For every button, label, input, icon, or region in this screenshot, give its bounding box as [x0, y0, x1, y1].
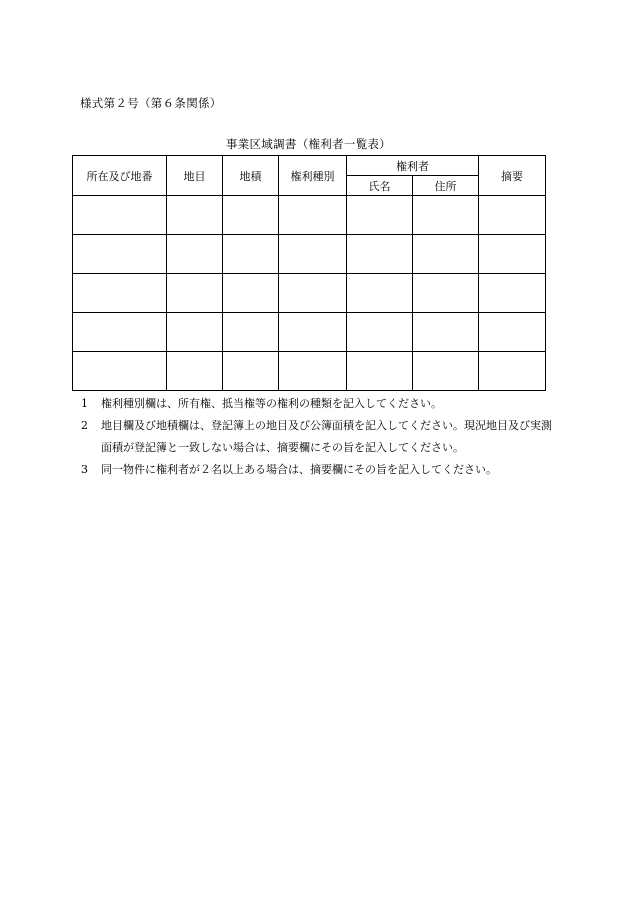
cell-land-area	[223, 274, 279, 313]
note-text: 同一物件に権利者が２名以上ある場合は、摘要欄にその旨を記入してください。	[101, 463, 497, 476]
note-number: 1	[81, 397, 88, 410]
header-land-category: 地目	[167, 156, 223, 196]
header-holder-address: 住所	[413, 176, 479, 196]
cell-land-category	[167, 196, 223, 235]
cell-holder-address	[413, 352, 479, 391]
note-text: 権利種別欄は、所有権、抵当権等の権利の種類を記入してください。	[101, 397, 442, 410]
cell-location	[73, 235, 167, 274]
cell-land-area	[223, 313, 279, 352]
table-body	[73, 196, 546, 391]
header-location: 所在及び地番	[73, 156, 167, 196]
cell-holder-name	[347, 235, 413, 274]
cell-right-type	[279, 196, 347, 235]
cell-remarks	[479, 313, 546, 352]
header-right-type: 権利種別	[279, 156, 347, 196]
cell-remarks	[479, 196, 546, 235]
cell-land-category	[167, 313, 223, 352]
header-remarks: 摘要	[479, 156, 546, 196]
cell-holder-name	[347, 196, 413, 235]
cell-right-type	[279, 352, 347, 391]
cell-right-type	[279, 274, 347, 313]
cell-land-category	[167, 352, 223, 391]
cell-holder-address	[413, 196, 479, 235]
form-number: 様式第２号（第６条関係）	[80, 96, 222, 110]
table-row	[73, 274, 546, 313]
cell-land-category	[167, 235, 223, 274]
cell-remarks	[479, 274, 546, 313]
cell-location	[73, 274, 167, 313]
note-number: 2	[81, 419, 88, 432]
note-item	[78, 415, 558, 459]
table-row	[73, 352, 546, 391]
cell-holder-address	[413, 274, 479, 313]
note-item	[78, 459, 558, 481]
note-text: 地目欄及び地積欄は、登記簿上の地目及び公簿面積を記入してください。現況地目及び実測面積が登記簿と一致しない場合は、摘要欄にその旨を記入してください。	[101, 419, 552, 454]
cell-remarks	[479, 235, 546, 274]
header-right-holder: 権利者	[347, 156, 479, 176]
cell-location	[73, 352, 167, 391]
cell-location	[73, 313, 167, 352]
table-row	[73, 313, 546, 352]
cell-holder-name	[347, 274, 413, 313]
note-number: 3	[81, 463, 88, 476]
cell-land-area	[223, 235, 279, 274]
cell-land-area	[223, 196, 279, 235]
cell-remarks	[479, 352, 546, 391]
cell-right-type	[279, 313, 347, 352]
table-row	[73, 235, 546, 274]
header-holder-name: 氏名	[347, 176, 413, 196]
header-land-area: 地積	[223, 156, 279, 196]
table-title: 事業区域調書（権利者一覧表）	[225, 137, 392, 151]
table-row	[73, 196, 546, 235]
cell-holder-name	[347, 313, 413, 352]
cell-location	[73, 196, 167, 235]
cell-holder-address	[413, 313, 479, 352]
cell-holder-address	[413, 235, 479, 274]
cell-land-category	[167, 274, 223, 313]
cell-right-type	[279, 235, 347, 274]
note-item	[78, 393, 558, 415]
notes-section	[78, 393, 558, 481]
cell-land-area	[223, 352, 279, 391]
rights-holder-table	[72, 155, 546, 391]
cell-holder-name	[347, 352, 413, 391]
